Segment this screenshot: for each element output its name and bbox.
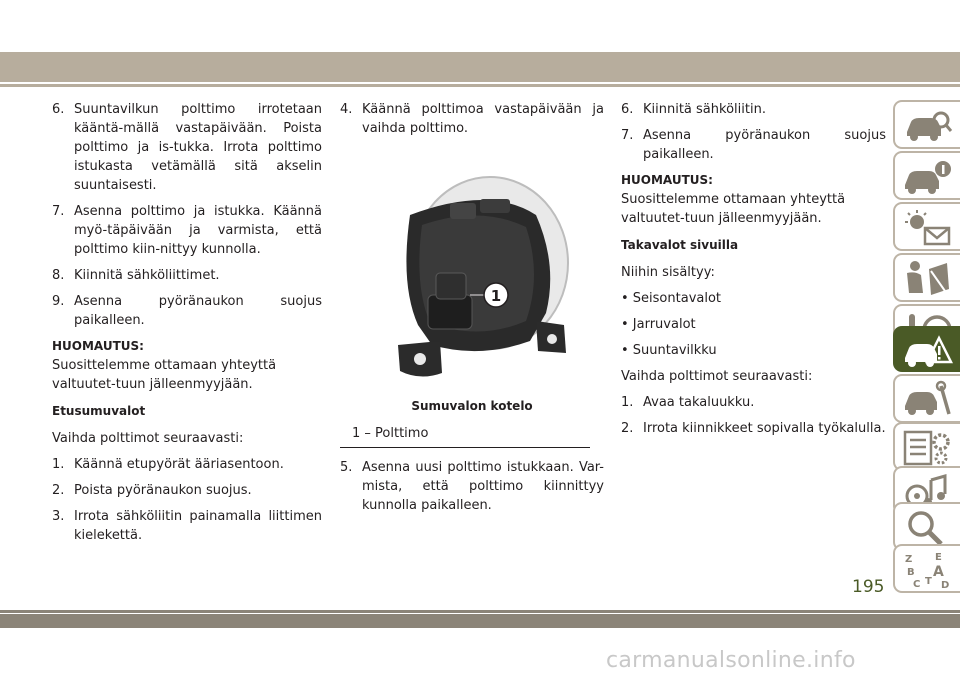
step-text: Asenna pyöränaukon suojus paikalleen. — [74, 294, 322, 328]
step-number: 6. — [52, 102, 65, 117]
watermark-text: carmanualsonline.info — [606, 648, 856, 673]
safety-seatbelt-icon — [901, 259, 953, 299]
chapter-tab-warning-lights[interactable] — [893, 202, 960, 251]
step-number: 7. — [621, 128, 634, 143]
step-number: 8. — [52, 268, 65, 283]
index-letter: B — [907, 567, 915, 578]
step-9 — [52, 292, 322, 330]
car-service-icon — [901, 380, 953, 420]
footer-rule — [0, 610, 960, 613]
step-text: Suuntavilkun polttimo irrotetaan kääntä-mällä vastapäivään. Poista polttimo ja is-tukka. Irrota polttimo istukasta vetämällä sitä akselin suuntaisesti. — [74, 102, 322, 193]
procedure-intro: Vaihda polttimot seuraavasti: — [621, 369, 813, 384]
chapter-tab-technical-specifications[interactable] — [893, 422, 960, 471]
includes-intro: Niihin sisältyy: — [621, 265, 715, 280]
step-text: Asenna polttimo ja istukka. Käännä myö-täpäivään ja varmista, että polttimo kiin-nittyy kunnolla. — [74, 204, 322, 257]
fog-lamp-figure — [340, 145, 604, 397]
step-number: 2. — [621, 421, 634, 436]
section-heading-fog-lights: Etusumuvalot — [52, 404, 146, 418]
step-number: 5. — [340, 460, 353, 475]
chapter-tab-safety[interactable] — [893, 253, 960, 302]
step-text: Irrota sähköliitin painamalla liittimen kielekettä. — [74, 509, 322, 543]
step-7 — [621, 126, 886, 164]
language-index-icon — [901, 550, 953, 590]
section-heading-rear-lights: Takavalot sivuilla — [621, 238, 739, 252]
index-letter: C — [913, 579, 921, 590]
step-2 — [621, 419, 886, 438]
step-number: 1. — [621, 395, 634, 410]
column-middle — [340, 100, 604, 522]
note-body: Suosittelemme ottamaan yhteyttä valtuutet-tuun jälleenmyyjään. — [52, 358, 277, 392]
index-letter: A — [933, 564, 944, 580]
step-5 — [340, 458, 604, 515]
index-letter: Z — [905, 554, 913, 565]
step-text: Avaa takaluukku. — [643, 395, 755, 410]
callout-number: 1 — [490, 287, 502, 305]
index-letter: D — [941, 580, 950, 590]
step-number: 2. — [52, 483, 65, 498]
footer-band — [0, 614, 960, 628]
step-text: Asenna pyöränaukon suojus paikalleen. — [643, 128, 886, 162]
procedure-intro: Vaihda polttimot seuraavasti: — [52, 431, 244, 446]
step-number: 6. — [621, 102, 634, 117]
step-1 — [621, 393, 886, 412]
chapter-tab-getting-to-know[interactable] — [893, 100, 960, 149]
index-letter: E — [935, 552, 942, 563]
car-info-icon — [901, 157, 953, 197]
figure-caption: Sumuvalon kotelo — [411, 399, 533, 413]
car-search-icon — [901, 106, 953, 146]
page-number: 195 — [852, 577, 885, 597]
chapter-tab-index[interactable] — [893, 544, 960, 593]
step-text: Käännä etupyörät ääriasentoon. — [74, 457, 284, 472]
step-text: Irrota kiinnikkeet sopivalla työkalulla. — [643, 421, 886, 436]
step-4 — [340, 100, 604, 138]
search-index-icon — [901, 508, 953, 548]
specifications-icon — [901, 428, 953, 468]
header-rule — [0, 84, 960, 87]
chapter-tab-instrument-panel[interactable] — [893, 151, 960, 200]
bullet-item: • Jarruvalot — [621, 317, 696, 332]
step-text: Kiinnitä sähköliitin. — [643, 102, 766, 117]
chapter-tab-in-case-of-emergency[interactable] — [893, 326, 960, 372]
step-text: Käännä polttimoa vastapäivään ja vaihda polttimo. — [362, 102, 604, 136]
header-band — [0, 52, 960, 82]
step-8 — [52, 266, 322, 285]
step-text: Poista pyöränaukon suojus. — [74, 483, 252, 498]
step-2 — [52, 481, 322, 500]
note-heading: HUOMAUTUS: — [621, 173, 713, 187]
column-right — [621, 100, 886, 445]
bullet-item: • Suuntavilkku — [621, 343, 717, 358]
step-text: Kiinnitä sähköliittimet. — [74, 268, 220, 283]
step-number: 7. — [52, 204, 65, 219]
step-number: 9. — [52, 294, 65, 309]
step-text: Asenna uusi polttimo istukkaan. Var-mista, että polttimo kiinnittyy kunnolla paikalleen. — [362, 460, 604, 513]
index-letter: T — [925, 576, 932, 587]
bullet-item: • Seisontavalot — [621, 291, 722, 306]
figure-legend: 1 – Polttimo — [340, 422, 590, 448]
warning-lights-icon — [901, 208, 953, 248]
step-3 — [52, 507, 322, 545]
note-body: Suosittelemme ottamaan yhteyttä valtuutet-tuun jälleenmyyjään. — [621, 192, 846, 226]
step-6 — [621, 100, 886, 119]
step-number: 4. — [340, 102, 353, 117]
chapter-tab-servicing[interactable] — [893, 374, 960, 423]
fog-lamp-illustration — [340, 145, 604, 397]
note-heading: HUOMAUTUS: — [52, 339, 144, 353]
roadside-emergency-icon — [901, 332, 953, 372]
step-7 — [52, 202, 322, 259]
step-number: 1. — [52, 457, 65, 472]
step-number: 3. — [52, 509, 65, 524]
column-left — [52, 100, 322, 552]
step-6 — [52, 100, 322, 195]
step-1 — [52, 455, 322, 474]
